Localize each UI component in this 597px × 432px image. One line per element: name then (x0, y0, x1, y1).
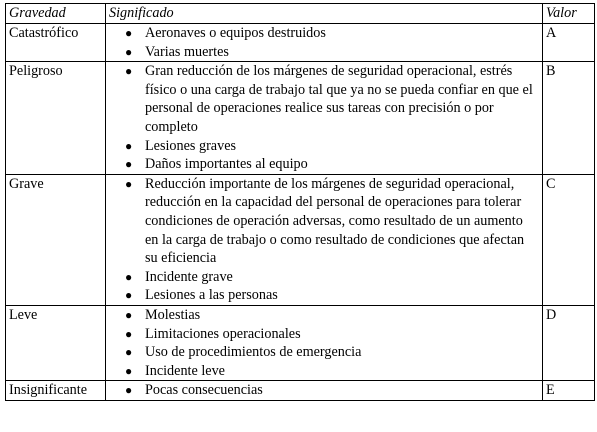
list-item (125, 343, 539, 362)
list-item-text: Aeronaves o equipos destruidos (145, 25, 326, 41)
table-row (6, 62, 595, 175)
list-item-text: Molestias (145, 306, 201, 323)
list-item-text: Reducción importante de los márgenes de seguridad operacional, reducción en la capacidad del personal de operaciones para tolerar condiciones de operación adversas, como resultado de un aumento en la carga de trabajo o como resultado de condiciones que afectan su eficiencia (145, 175, 525, 267)
list-item-text: Pocas consecuencias (145, 382, 263, 399)
list-item-text: Lesiones graves (145, 137, 237, 154)
header-row (6, 4, 595, 24)
severity-table (5, 3, 595, 401)
value-cell: A (543, 24, 595, 62)
list-item (125, 43, 539, 62)
bullet-icon: ● (125, 326, 133, 341)
bullet-icon: ● (125, 383, 133, 398)
meaning-list (109, 306, 539, 380)
list-item (125, 362, 539, 381)
header-value: Valor (543, 4, 595, 24)
list-item (125, 268, 539, 287)
meaning-cell (106, 305, 543, 380)
list-item-text: Varias muertes (145, 43, 229, 60)
meaning-list (109, 62, 539, 174)
value-cell: E (543, 381, 595, 401)
list-item (125, 381, 539, 400)
meaning-list (109, 24, 539, 61)
list-item-text: Incidente grave (145, 268, 233, 285)
severity-cell: Catastrófico (6, 24, 106, 62)
bullet-icon: ● (125, 157, 133, 172)
table-row (6, 305, 595, 380)
severity-cell: Peligroso (6, 62, 106, 175)
bullet-icon: ● (125, 345, 133, 360)
bullet-icon: ● (125, 363, 133, 378)
value-cell: B (543, 62, 595, 175)
list-item (125, 62, 539, 136)
bullet-icon: ● (125, 44, 133, 59)
bullet-icon: ● (125, 138, 133, 153)
meaning-cell (106, 62, 543, 175)
bullet-icon: ● (125, 26, 133, 40)
list-item (125, 306, 539, 325)
severity-cell: Insignificante (6, 381, 106, 401)
list-item-text: Gran reducción de los márgenes de seguridad operacional, estrés físico o una carga de trabajo tal que ya no se pueda confiar en que el personal de operaciones realice sus tareas con precisión o por completo (145, 63, 533, 135)
bullet-icon: ● (125, 307, 133, 322)
list-item-text: Incidente leve (145, 362, 225, 379)
bullet-icon: ● (125, 176, 133, 191)
list-item (125, 155, 539, 174)
severity-cell: Leve (6, 305, 106, 380)
table-row (6, 24, 595, 62)
meaning-cell (106, 24, 543, 62)
list-item (125, 24, 539, 43)
list-item (125, 325, 539, 344)
table-row (6, 174, 595, 305)
meaning-list (109, 175, 539, 305)
value-cell: C (543, 174, 595, 305)
bullet-icon: ● (125, 288, 133, 303)
list-item (125, 175, 539, 268)
list-item (125, 137, 539, 156)
meaning-cell (106, 381, 543, 401)
bullet-icon: ● (125, 64, 133, 79)
table-row (6, 381, 595, 401)
list-item (125, 286, 539, 305)
list-item-text: Uso de procedimientos de emergencia (145, 344, 362, 361)
bullet-icon: ● (125, 269, 133, 284)
header-meaning: Significado (106, 4, 543, 24)
list-item-text: Lesiones a las personas (145, 287, 278, 304)
meaning-list (109, 381, 539, 400)
list-item-text: Limitaciones operacionales (145, 325, 301, 342)
meaning-cell (106, 174, 543, 305)
severity-cell: Grave (6, 174, 106, 305)
list-item-text: Daños importantes al equipo (145, 156, 308, 173)
value-cell: D (543, 305, 595, 380)
header-severity: Gravedad (6, 4, 106, 24)
